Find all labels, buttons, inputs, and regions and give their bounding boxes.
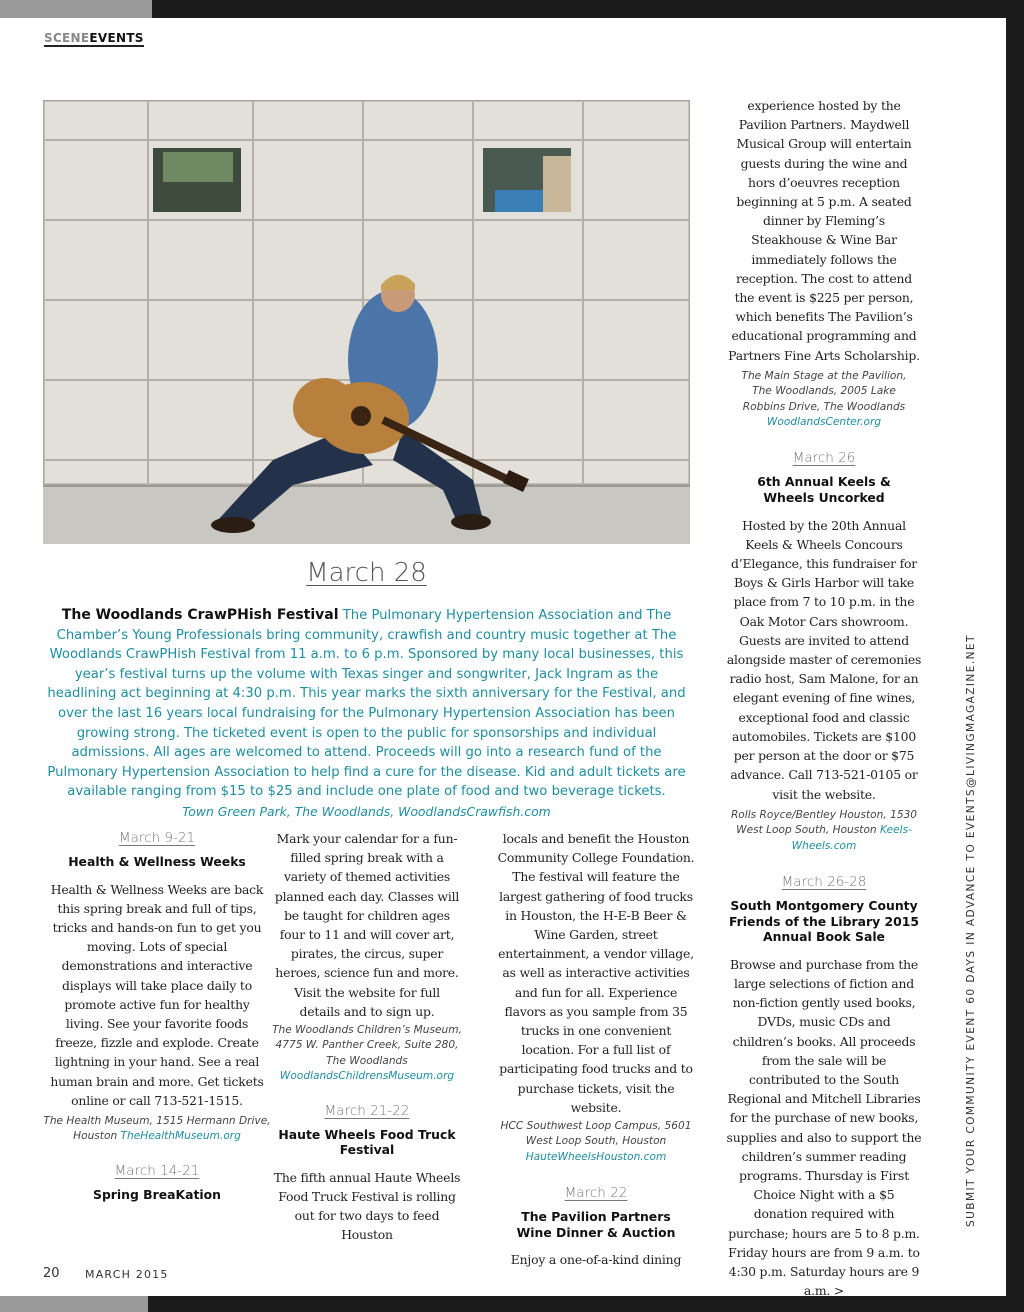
event-venue-text: The Health Museum, 1515 Hermann Drive, Houston bbox=[43, 1115, 271, 1143]
musician-photo bbox=[43, 100, 690, 544]
frame-gray-bottom bbox=[0, 1296, 148, 1312]
section-label bbox=[44, 31, 144, 47]
frame-top bbox=[152, 0, 1024, 18]
frame-gray-top bbox=[0, 0, 152, 18]
event-title: South Montgomery County Friends of the Library 2015 Annual Book Sale bbox=[729, 897, 919, 945]
submission-note: SUBMIT YOUR COMMUNITY EVENT 60 DAYS IN ADVANCE TO EVENTS@LIVINGMAGAZINE.NET bbox=[965, 634, 977, 1227]
event-link[interactable]: WoodlandsChildrensMuseum.org bbox=[279, 1070, 455, 1083]
event-body: Mark your calendar for a fun-filled spring break with a variety of themed activities planned each day. Classes will be taught for children ages four to 11 and will cover art, pirates, the circus, super heroes, science fun and more. Visit the website for full details and to sign up. bbox=[274, 831, 460, 1019]
event-date bbox=[726, 450, 922, 466]
event-venue-text: HCC Southwest Loop Campus, 5601 West Loop South, Houston bbox=[500, 1120, 692, 1148]
event-body: Browse and purchase from the large selections of fiction and non-fiction gently used books, DVDs, music CDs and children’s books. All proceeds from the sale will be contributed to the South Regional and Mitchell Libraries for the purchase of new books, supplies and also to support the children’s summer reading programs. Thursday is First Choice Night with a $5 donation required with purchase; hours are 5 to 8 p.m. Friday hours are from 9 a.m. to 4:30 p.m. Saturday hours are 9 a.m. > bbox=[726, 956, 922, 1299]
event-date-text: March 26 bbox=[792, 450, 856, 467]
event-venue-text: The Woodlands Children’s Museum, 4775 W. Panther Creek, Suite 280, The Woodlands bbox=[272, 1024, 462, 1067]
feature-date-text: March 28 bbox=[306, 558, 427, 588]
event-venue bbox=[726, 808, 922, 854]
feature-date bbox=[43, 558, 690, 588]
event-venue bbox=[43, 1114, 271, 1145]
event-title: 6th Annual Keels & Wheels Uncorked bbox=[757, 474, 891, 506]
event-title: Spring BreaKation bbox=[93, 1186, 221, 1202]
event-body: locals and benefit the Houston Community College Foundation. The festival will feature the largest gathering of food trucks in Houston, the H-E-B Beer & Wine Garden, street entertainment, a vendor village, as well as interactive activities and fun for all. Experience flavors as you sample from 35 trucks in one convenient location. For a full list of participating food trucks and to purchase tickets, visit the website. bbox=[497, 831, 695, 1115]
event-link[interactable]: HauteWheelsHouston.com bbox=[525, 1150, 667, 1163]
frame-right bbox=[1006, 0, 1024, 1312]
column-3 bbox=[496, 829, 696, 1270]
column-2 bbox=[272, 829, 462, 1245]
event-venue-text: The Main Stage at the Pavilion, The Woodlands, 2005 Lake Robbins Drive, The Woodlands bbox=[741, 369, 907, 413]
event-title: Haute Wheels Food Truck Festival bbox=[278, 1126, 456, 1158]
feature-title: The Woodlands CrawPHish Festival bbox=[61, 607, 339, 623]
feature-photo bbox=[43, 100, 690, 544]
event-venue bbox=[726, 369, 922, 431]
column-4 bbox=[726, 96, 922, 1300]
issue-date: MARCH 2015 bbox=[85, 1268, 169, 1281]
event-venue-text: Rolls Royce/Bentley Houston, 1530 West Loop South, Houston bbox=[730, 808, 918, 837]
event-date bbox=[726, 874, 922, 890]
event-date bbox=[43, 830, 271, 846]
event-date-text: March 21-22 bbox=[324, 1102, 410, 1119]
event-date bbox=[43, 1163, 271, 1179]
event-link[interactable]: TheHealthMuseum.org bbox=[120, 1130, 241, 1143]
event-body: Health & Wellness Weeks are back this spring break and full of tips, tricks and hands-on fun to get you moving. Lots of special demonstrations and interactive displays will take place daily to promote active fun for healthy living. See your favorite foods freeze, fizzle and explode. Create lightning in your hand. See a real human brain and more. Get tickets online or call 713-521-1515. bbox=[50, 881, 264, 1108]
event-body: The fifth annual Haute Wheels Food Truck Festival is rolling out for two days to feed Houston bbox=[273, 1169, 461, 1243]
event-venue bbox=[272, 1023, 462, 1085]
event-title: Health & Wellness Weeks bbox=[68, 854, 246, 869]
page-number: 20 bbox=[43, 1266, 60, 1281]
event-body: experience hosted by the Pavilion Partners. Maydwell Musical Group will entertain guests during the wine and hors d’oeuvres reception beginning at 5 p.m. A seated dinner by Fleming’s Steakhouse & Wine Bar immediately follows the reception. The cost to attend the event is $225 per person, which benefits The Pavilion’s educational programming and Partners Fine Arts Scholarship. bbox=[728, 98, 920, 363]
event-date bbox=[496, 1185, 696, 1201]
event-link[interactable]: WoodlandsCenter.org bbox=[766, 416, 882, 429]
event-body: Enjoy a one-of-a-kind dining bbox=[510, 1252, 682, 1268]
event-date bbox=[272, 1103, 462, 1119]
column-1 bbox=[43, 830, 271, 1202]
event-date-text: March 9-21 bbox=[118, 830, 196, 846]
feature-body: The Pulmonary Hypertension Association and The Chamber’s Young Professionals bring community, crawfish and country music together at The Woodlands CrawPHish Festival from 11 a.m. to 6 p.m. Sponsored by many local businesses, this year’s festival turns up the volume with Texas singer and songwriter, Jack Ingram as the headlining act beginning at 4:30 p.m. This year marks the sixth anniversary for the Festival, and over the last 16 years local fundraising for the Pulmonary Hypertension Association has been growing strong. The ticketed event is open to the public for sponsorships and individual admissions. All ages are welcomed to attend. Proceeds will go into a research fund of the Pulmonary Hypertension Association to help find a cure for the disease. Kid and adult tickets are available ranging from $15 to $25 and include one plate of food and two beverage tickets. bbox=[47, 608, 686, 800]
feature-text bbox=[43, 606, 690, 822]
event-title: The Pavilion Partners Wine Dinner & Auction bbox=[516, 1209, 676, 1240]
section-label-scene: SCENE bbox=[44, 31, 90, 45]
feature-venue: Town Green Park, The Woodlands, WoodlandsCrawfish.com bbox=[182, 803, 551, 819]
event-date-text: March 14-21 bbox=[114, 1162, 200, 1179]
event-date-text: March 22 bbox=[564, 1185, 628, 1202]
section-label-events: EVENTS bbox=[89, 31, 144, 45]
event-body: Hosted by the 20th Annual Keels & Wheels Concours d’Elegance, this fundraiser for Boys & Girls Harbor will take place from 7 to 10 p.m. in the Oak Motor Cars showroom. Guests are invited to attend alongside master of ceremonies radio host, Sam Malone, for an elegant evening of fine wines, exceptional food and classic automobiles. Tickets are $100 per person at the door or $75 advance. Call 713-521-0105 or visit the website. bbox=[726, 517, 922, 802]
event-date-text: March 26-28 bbox=[781, 873, 867, 890]
event-link[interactable]: Keels-Wheels.com bbox=[791, 824, 912, 852]
event-venue bbox=[496, 1119, 696, 1165]
